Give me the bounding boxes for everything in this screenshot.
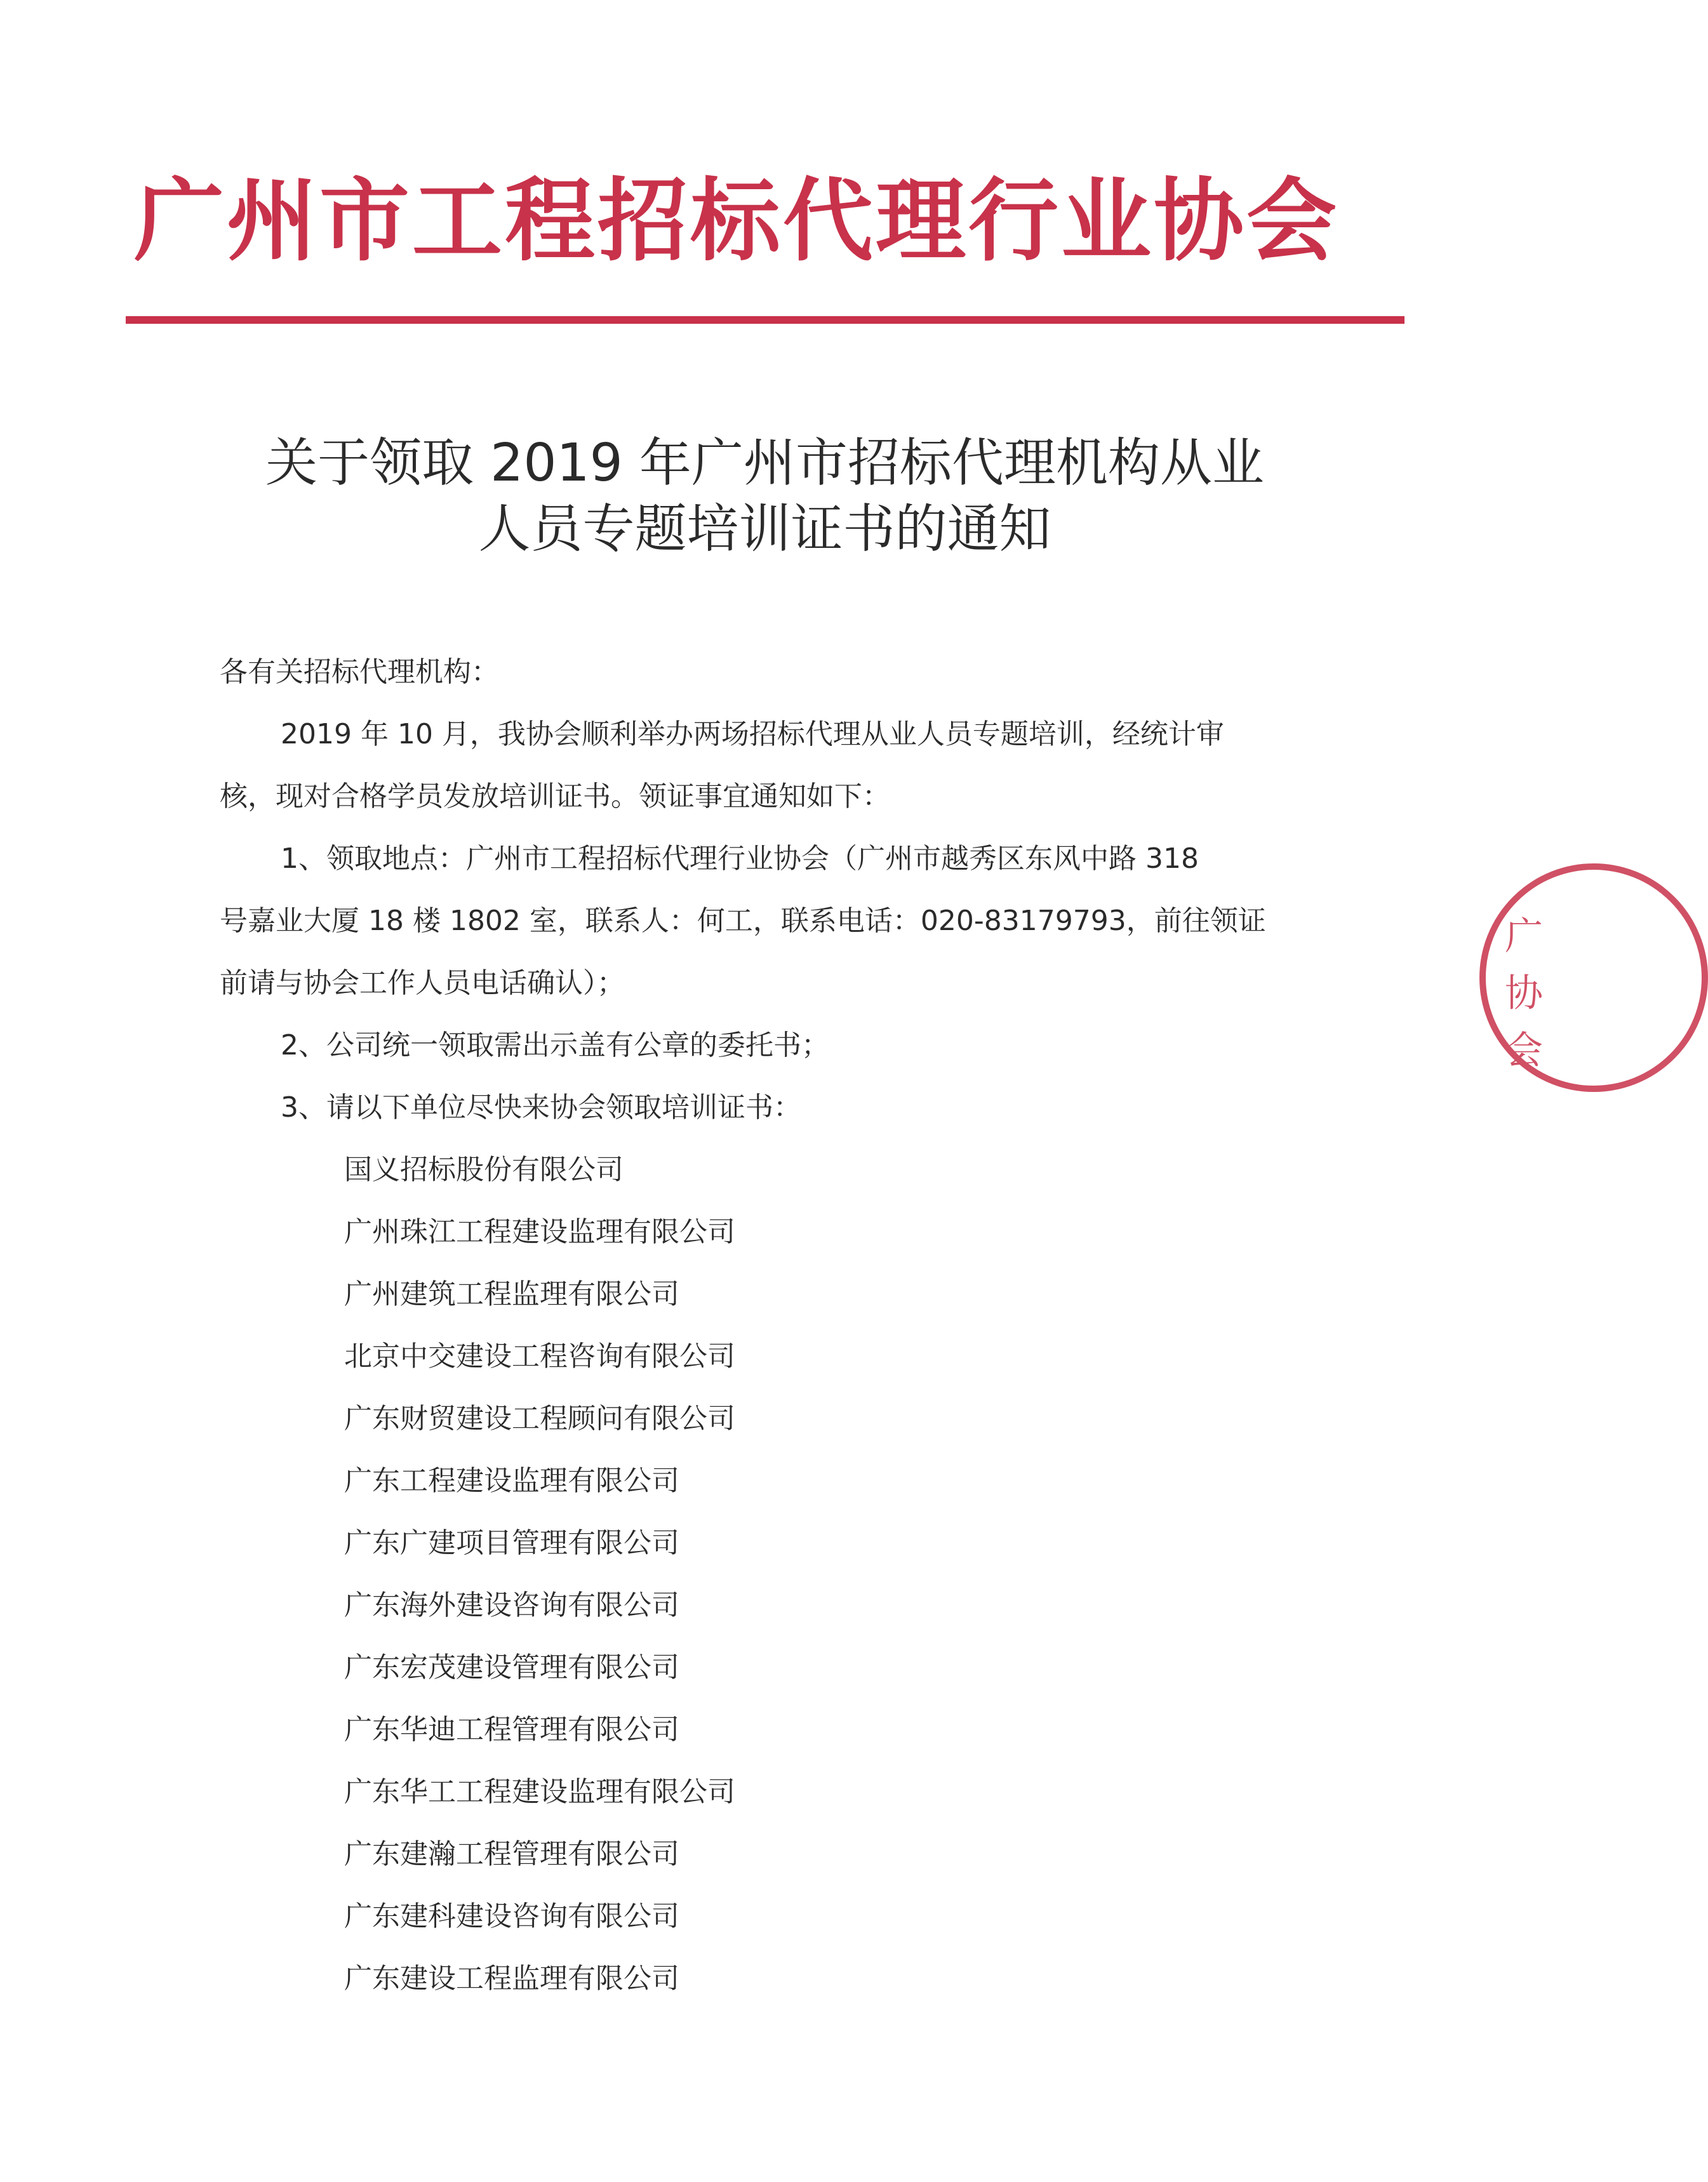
company-list-item: 广东工程建设监理有限公司 bbox=[344, 1465, 679, 1497]
letterhead-rule bbox=[126, 316, 1404, 324]
company-list-item: 广东华工工程建设监理有限公司 bbox=[344, 1776, 735, 1808]
salutation: 各有关招标代理机构： bbox=[220, 656, 499, 688]
company-list-item: 广东海外建设咨询有限公司 bbox=[344, 1589, 679, 1621]
company-list-item: 广东华迪工程管理有限公司 bbox=[344, 1713, 679, 1746]
company-list-item: 广州建筑工程监理有限公司 bbox=[344, 1278, 679, 1310]
company-list-item: 广东建设工程监理有限公司 bbox=[344, 1962, 679, 1995]
para1-line-1: 2019 年 10 月，我协会顺利举办两场招标代理从业人员专题培训，经统计审 bbox=[281, 718, 1224, 750]
company-list-item: 广东宏茂建设管理有限公司 bbox=[344, 1651, 679, 1684]
notice-title-line-1: 关于领取 2019 年广州市招标代理机构从业 bbox=[265, 433, 1264, 493]
item2: 2、公司统一领取需出示盖有公章的委托书； bbox=[281, 1029, 829, 1061]
notice-title-line-2: 人员专题培训证书的通知 bbox=[478, 499, 1051, 559]
company-list-item: 广东财贸建设工程顾问有限公司 bbox=[344, 1402, 735, 1435]
company-list-item: 广州珠江工程建设监理有限公司 bbox=[344, 1216, 735, 1248]
item1-line-3: 前请与协会工作人员电话确认）； bbox=[220, 967, 625, 999]
para1-line-2: 核，现对合格学员发放培训证书。领证事宜通知如下： bbox=[220, 780, 890, 813]
company-list-item: 广东建科建设咨询有限公司 bbox=[344, 1900, 679, 1933]
seal-text: 广 协 会 bbox=[1505, 914, 1543, 1073]
item1-line-2: 号嘉业大厦 18 楼 1802 室，联系人：何工，联系电话：020-83179793，前往领证 bbox=[220, 905, 1266, 937]
letterhead-org-name: 广州市工程招标代理行业协会 bbox=[134, 168, 1339, 274]
official-seal bbox=[1479, 863, 1708, 1092]
company-list-item: 国义招标股份有限公司 bbox=[344, 1154, 624, 1186]
item1-line-1: 1、领取地点：广州市工程招标代理行业协会（广州市越秀区东风中路 318 bbox=[281, 842, 1199, 875]
item3: 3、请以下单位尽快来协会领取培训证书： bbox=[281, 1091, 801, 1124]
company-list-item: 广东建瀚工程管理有限公司 bbox=[344, 1838, 679, 1870]
company-list-item: 广东广建项目管理有限公司 bbox=[344, 1527, 679, 1559]
company-list-item: 北京中交建设工程咨询有限公司 bbox=[344, 1340, 735, 1373]
notice-title bbox=[127, 430, 1403, 562]
notice-body bbox=[220, 641, 1312, 2010]
